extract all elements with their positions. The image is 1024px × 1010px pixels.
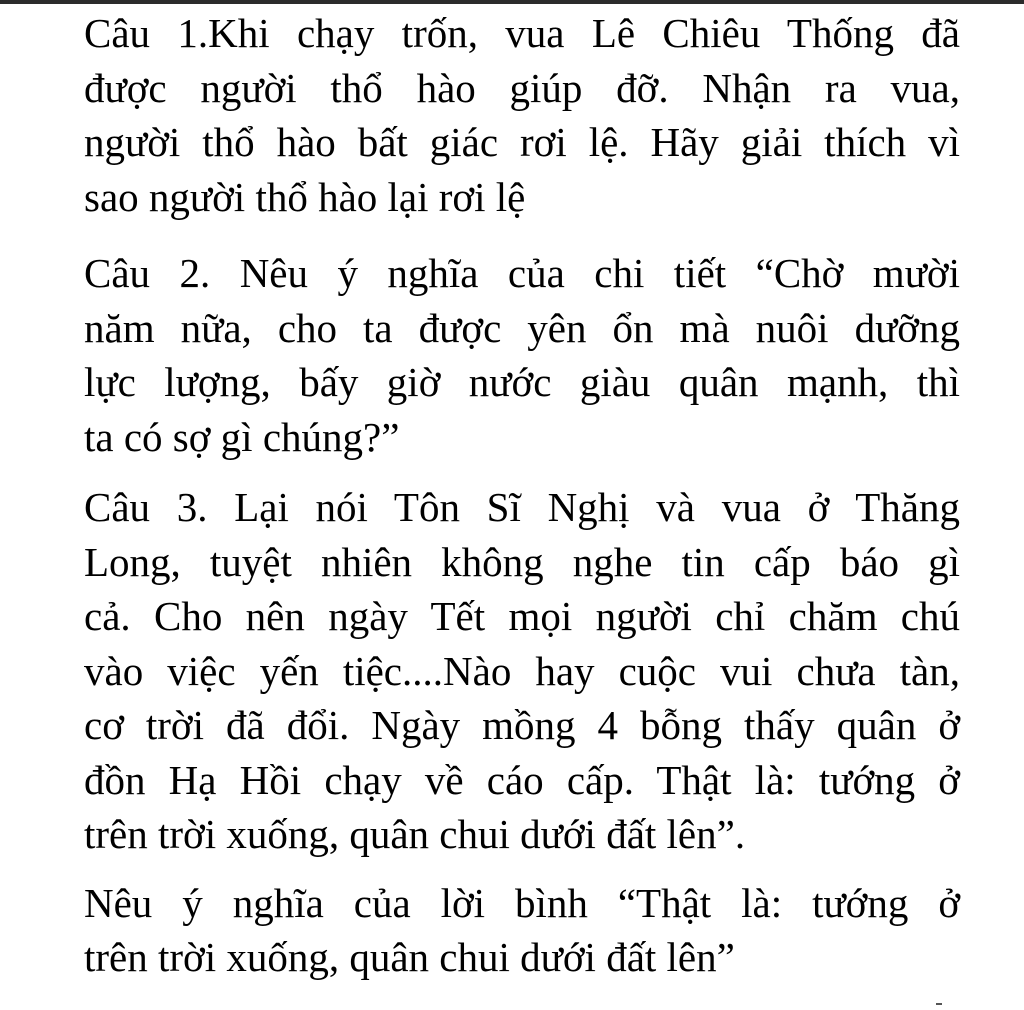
document-page [84,6,960,985]
question-3-line-7: trên trời xuống, quân chui dưới đất lên”. [84,811,746,857]
top-edge-bar [0,0,1024,4]
question-1-line-4: sao người thổ hào lại rơi lệ [84,173,526,220]
question-3-line-1: Câu 3. Lại nói Tôn Sĩ Nghị và vua ở Thăng [84,484,960,530]
question-3-line-3: cả. Cho nên ngày Tết mọi người chỉ chăm chú [84,593,960,639]
question-3-line-4: vào việc yến tiệc....Nào hay cuộc vui chưa tàn, [84,647,960,694]
question-3 [84,480,960,862]
question-3-line-2: Long, tuyệt nhiên không nghe tin cấp báo gì [84,538,960,585]
question-3-line-6: đồn Hạ Hồi chạy về cáo cấp. Thật là: tướng ở [84,756,960,803]
question-2-line-1: Câu 2. Nêu ý nghĩa của chi tiết “Chờ mười [84,250,960,296]
question-2-line-3: lực lượng, bấy giờ nước giàu quân mạnh, thì [84,359,960,405]
paragraph-spacer [84,464,960,480]
question-2-line-4: ta có sợ gì chúng?” [84,413,400,460]
scan-mark [936,1003,942,1005]
question-1-line-1: Câu 1.Khi chạy trốn, vua Lê Chiêu Thống đã [84,10,960,56]
question-3-followup [84,876,960,985]
question-3-followup-line-1: Nêu ý nghĩa của lời bình “Thật là: tướng ở [84,879,960,926]
paragraph-spacer [84,224,960,246]
question-1-line-3: người thổ hào bất giác rơi lệ. Hãy giải thích vì [84,119,960,165]
question-1-line-2: được người thổ hào giúp đỡ. Nhận ra vua, [84,64,960,111]
question-2-line-2: năm nữa, cho ta được yên ổn mà nuôi dưỡng [84,304,960,351]
question-3-line-5: cơ trời đã đổi. Ngày mồng 4 bỗng thấy quân ở [84,702,960,748]
question-2 [84,246,960,464]
paragraph-spacer [84,862,960,876]
question-1 [84,6,960,224]
question-3-followup-line-2: trên trời xuống, quân chui dưới đất lên” [84,934,735,980]
